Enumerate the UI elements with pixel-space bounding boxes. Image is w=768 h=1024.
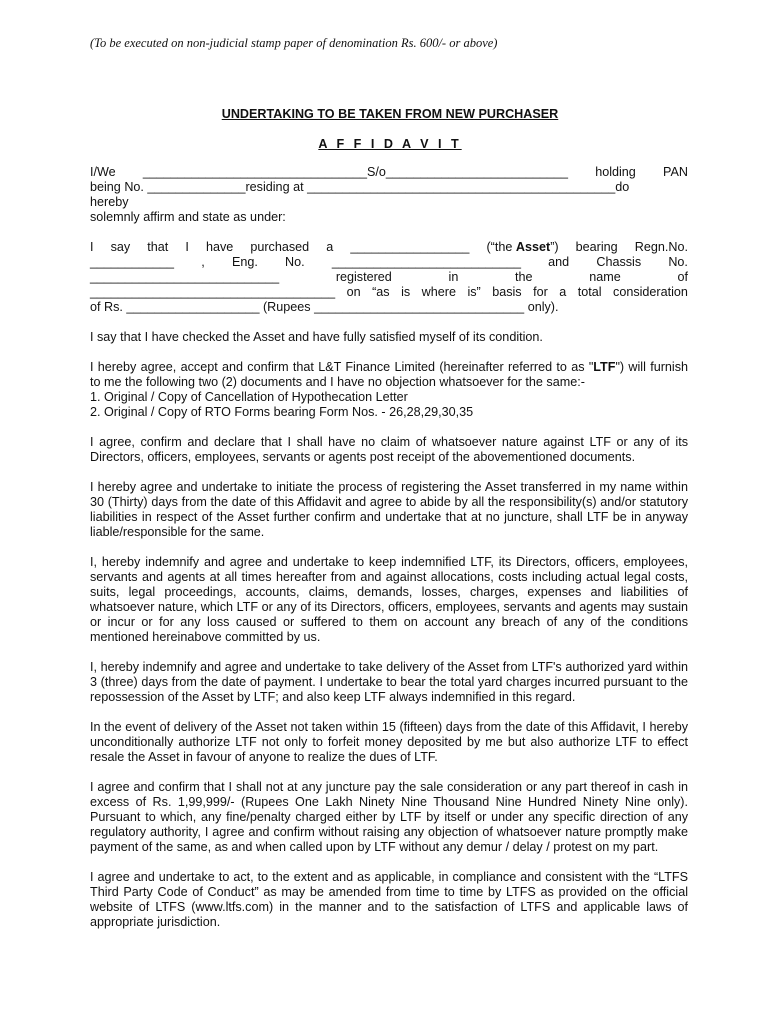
purchase-line-5: of Rs. ___________________ (Rupees ______________________________ only). [90, 300, 559, 314]
word: consideration [613, 285, 688, 299]
ltf-bold: LTF [593, 360, 616, 374]
word: basis [492, 285, 522, 299]
word: say [110, 240, 131, 254]
intro-line-4: solemnly affirm and state as under: [90, 210, 286, 224]
word: I [185, 240, 189, 254]
paragraph-register: I hereby agree and undertake to initiate the process of registering the Asset transferred in my name within 30 (Thirty) days from the date of this Affidavit and agree to abide by all the responsibility(s) and/or statutory liabilities in respect of the Asset further confirm and undertake that at no juncture, shall LTF be in anyway liable/responsible for the same. [90, 480, 688, 539]
word: I/We [90, 165, 116, 179]
purchase-line-1 [90, 240, 688, 255]
word: that [147, 240, 169, 254]
blank-field: ________________________________S/o__________________________ [142, 165, 568, 179]
word: name [589, 270, 621, 284]
document-title: UNDERTAKING TO BE TAKEN FROM NEW PURCHASER [221, 107, 559, 121]
word: where [421, 285, 456, 299]
purchase-line-2 [90, 255, 688, 270]
word: is [401, 285, 411, 299]
word: holding [595, 165, 636, 179]
word: ”) [550, 240, 559, 254]
word: is” [467, 285, 481, 299]
document-item-2: 2. Original / Copy of RTO Forms bearing Form Nos. - 26,28,29,30,35 [90, 405, 474, 419]
purchase-line-3 [90, 270, 688, 285]
word: registered [335, 270, 392, 284]
paragraph-event: In the event of delivery of the Asset not taken within 15 (fifteen) days from the date of this Affidavit, I hereby unconditionally authorize LTF not only to forfeit money deposited by me but also authorize LTF to effect resale the Asset in favour of anyone to realize the dues of LTF. [90, 720, 688, 764]
paragraph-indemnify: I, hereby indemnify and agree and undertake to keep indemnified LTF, its Directors, officers, employees, servants and agents at all times hereafter from and against allocations, costs including actual legal costs, suits, legal proceedings, accounts, claims, demands, losses, charges, expenses and liabilities of whatsoever nature, which LTF or any of its Directors, officers, employees, servants and agents may sustain or incur or for any loss caused or suffered to them on account any breach of any of the conditions mentioned hereinabove committed by us. [90, 555, 688, 644]
paragraph-delivery: I, hereby indemnify and agree and undertake to take delivery of the Asset from LTF's authorized yard within 3 (three) days from the date of payment. I undertake to bear the total yard charges incurred pursuant to the repossession of the Asset by LTF; and also keep LTF always indemnified in this regard. [90, 660, 688, 704]
document-item-1: 1. Original / Copy of Cancellation of Hypothecation Letter [90, 390, 408, 404]
blank-field: ____________ [90, 255, 175, 269]
paragraph-agree [90, 360, 688, 390]
word: being No. ______________residing at ____________________________________________do [90, 180, 630, 194]
purchase-line-4 [90, 285, 688, 300]
word: the [515, 270, 533, 284]
paragraph-checked: I say that I have checked the Asset and have fully satisfied myself of its condition. [90, 330, 543, 344]
paragraph-cash: I agree and confirm that I shall not at any juncture pay the sale consideration or any part thereof in cash in excess of Rs. 1,99,999/- (Rupees One Lakh Ninety Nine Thousand Nine Hundred Ninety Nine only). Pursuant to which, any fine/penalty charged either by LTF by itself or under any specific direction of any regulatory authority, I agree and confirm without raising any objection of whatsoever nature promptly make payment of the same, as and when called upon by LTF without any demur / delay / protest on my part. [90, 780, 688, 854]
word: a [559, 285, 567, 299]
blank-field: ___________________________ [90, 270, 280, 284]
word: bearing [575, 240, 618, 254]
blank-field: ___________________________________ [90, 285, 336, 299]
word: purchased [250, 240, 310, 254]
stamp-paper-note: (To be executed on non-judicial stamp paper of denomination Rs. 600/- or above) [90, 36, 498, 50]
paragraph-conduct: I agree and undertake to act, to the extent and as applicable, in compliance and consistent with the “LTFS Third Party Code of Conduct” as may be amended from time to time by LTFS as provided on the official website of LTFS (www.ltfs.com) in the manner and to the satisfaction of LTFS and applicable laws of appropriate jurisdiction. [90, 870, 688, 929]
asset-bold: Asset [515, 240, 551, 254]
word: and [548, 255, 570, 269]
intro-line-1 [90, 165, 688, 180]
word: I [90, 240, 94, 254]
word: “as [372, 285, 390, 299]
word: No. [285, 255, 305, 269]
word: for [533, 285, 548, 299]
word: have [205, 240, 234, 254]
word: Regn.No. [634, 240, 688, 254]
intro-line-2 [90, 180, 688, 195]
word: a [326, 240, 334, 254]
word: No. [668, 255, 688, 269]
blank-field: ___________________________ [331, 255, 521, 269]
asset-term [486, 240, 558, 255]
text: I hereby agree, accept and confirm that L&T Finance Limited (hereinafter referred to as " [90, 360, 594, 374]
word: , [201, 255, 205, 269]
word: Chassis [596, 255, 642, 269]
paragraph-claim: I agree, confirm and declare that I shall have no claim of whatsoever nature against LTF or any of its Directors, officers, employees, servants or agents post receipt of the abovementioned documents. [90, 435, 688, 464]
word: PAN [663, 165, 688, 179]
word: in [448, 270, 459, 284]
word: Eng. [231, 255, 258, 269]
word: on [346, 285, 361, 299]
document-body [90, 165, 688, 930]
word: of [677, 270, 688, 284]
word: total [577, 285, 602, 299]
text: ") will furnish to me the following two (2) documents and I have no objection whatsoever for the same:- [90, 360, 688, 389]
intro-line-3: hereby [90, 195, 129, 209]
word: (“the [486, 240, 513, 254]
blank-field: _________________ [350, 240, 470, 254]
document-subtitle: A F F I D A V I T [318, 137, 462, 151]
